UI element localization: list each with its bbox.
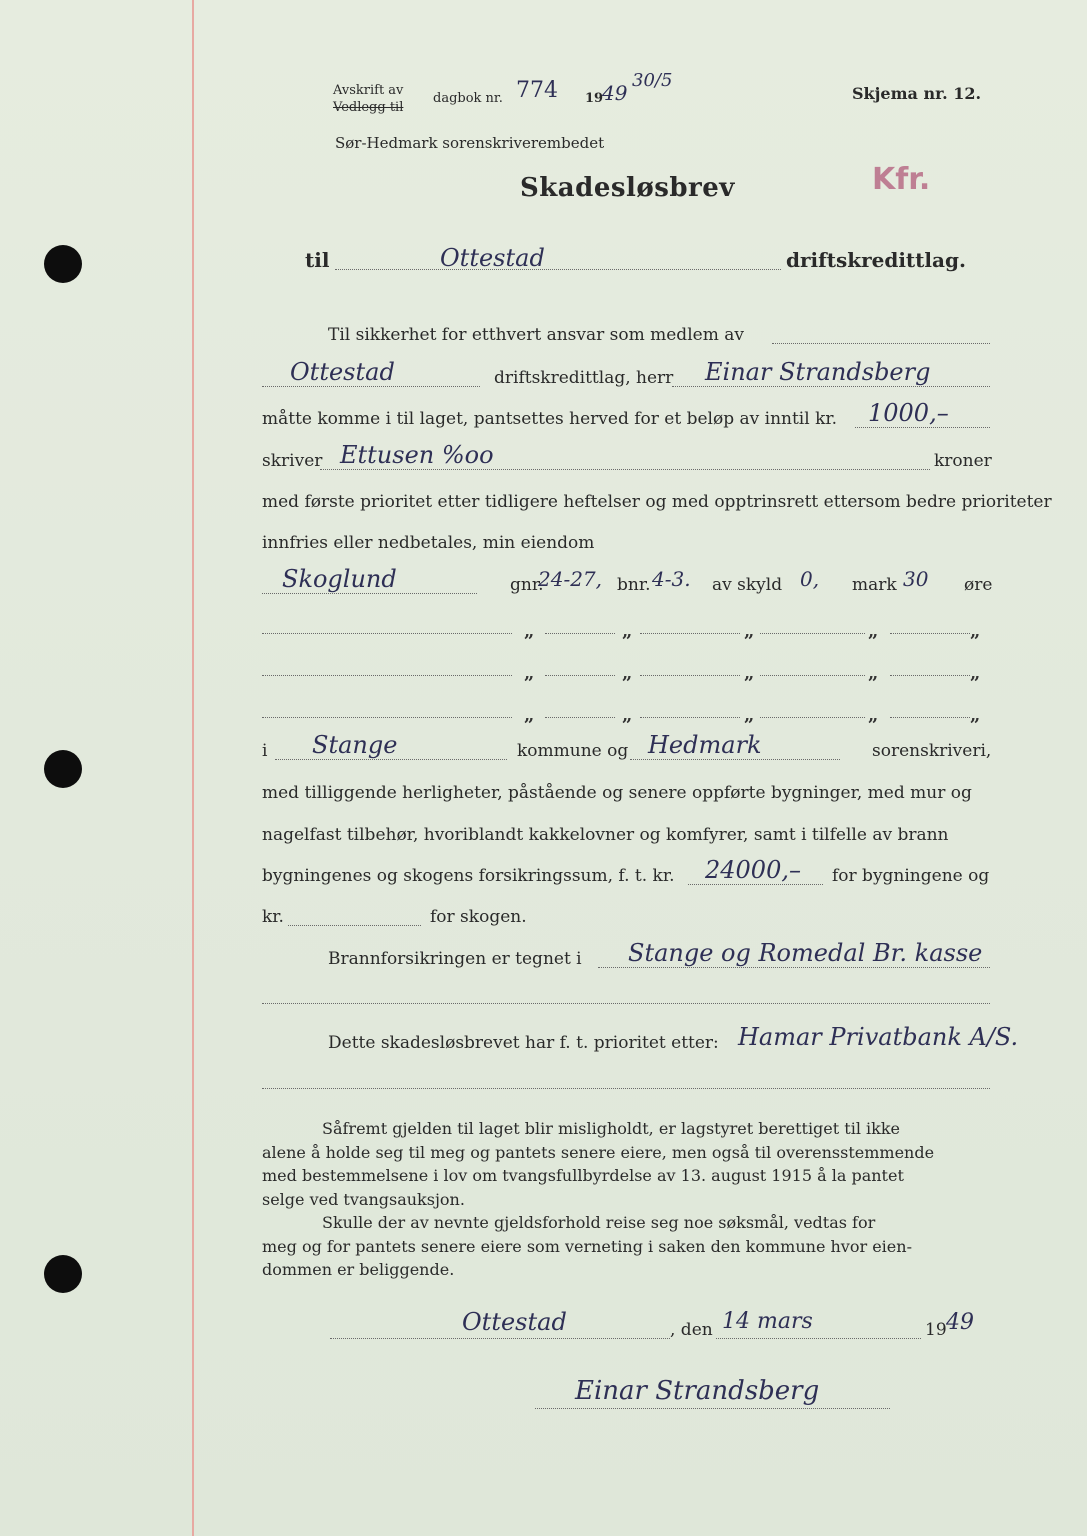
signature-year-prefix: 19 <box>925 1320 947 1340</box>
dotted-line <box>262 1003 990 1004</box>
ditto-mark: „ <box>970 705 981 726</box>
dotted-line <box>890 717 970 718</box>
dotted-line <box>275 759 507 760</box>
recipient-name: Ottestad <box>440 244 545 272</box>
avskrift-label: Avskrift av <box>333 83 404 98</box>
body-line-1: Til sikkerhet for etthvert ansvar som medlem av <box>328 325 744 345</box>
dagbok-year: 49 <box>602 81 628 105</box>
dotted-line <box>640 633 740 634</box>
dotted-line <box>760 633 865 634</box>
dotted-line <box>262 386 480 387</box>
property-name: Skoglund <box>282 565 397 593</box>
dotted-line <box>262 675 512 676</box>
driftskredittlag-label: driftskredittlag. <box>786 248 966 272</box>
ditto-mark: „ <box>970 621 981 642</box>
signature-line <box>535 1408 890 1409</box>
dotted-line <box>772 343 990 344</box>
dotted-line <box>890 675 970 676</box>
legal-paragraph-1 <box>262 1117 994 1211</box>
dotted-line <box>630 759 840 760</box>
vedlegg-label: Vedlegg til <box>333 100 404 115</box>
body-line-b3-suffix: for bygningene og <box>832 866 990 886</box>
ditto-mark: „ <box>744 663 755 684</box>
ditto-mark: „ <box>868 663 879 684</box>
dotted-line <box>262 633 512 634</box>
dotted-line <box>890 633 970 634</box>
dotted-line <box>716 1338 921 1339</box>
ditto-mark: „ <box>744 705 755 726</box>
paragraph-line: meg og for pantets senere eiere som verneting i saken den kommune hvor eien- <box>262 1236 912 1256</box>
brann-value: Stange og Romedal Br. kasse <box>628 939 983 967</box>
dotted-line <box>545 675 615 676</box>
ditto-mark: „ <box>622 663 633 684</box>
office-name: Sør-Hedmark sorenskriverembedet <box>335 134 605 152</box>
til-label: til <box>305 248 330 272</box>
dotted-line <box>672 386 990 387</box>
dotted-line <box>262 1088 990 1089</box>
ditto-mark: „ <box>524 663 535 684</box>
ditto-mark: „ <box>622 621 633 642</box>
body-line-b2: nagelfast tilbehør, hvoriblandt kakkelovner og komfyrer, samt i tilfelle av brann <box>262 825 949 845</box>
dotted-line <box>288 925 421 926</box>
amount-in-words: Ettusen %oo <box>340 441 494 469</box>
gnr-label: gnr. <box>510 575 544 595</box>
skyld-label: av skyld <box>712 575 783 595</box>
dotted-line <box>320 469 930 470</box>
ditto-mark: „ <box>744 621 755 642</box>
ore-label: øre <box>964 575 993 595</box>
year-prefix: 19 <box>585 91 604 106</box>
date-note: 30/5 <box>632 70 673 91</box>
dotted-line <box>640 717 740 718</box>
legal-paragraph-2 <box>262 1211 994 1282</box>
skyld-value: 0, <box>800 567 820 591</box>
i-label: i <box>262 741 268 761</box>
kroner-label: kroner <box>934 451 992 471</box>
skriver-label: skriver <box>262 451 323 471</box>
sorenskriveri-value: Hedmark <box>648 731 762 759</box>
dotted-line <box>640 675 740 676</box>
dotted-line <box>335 269 781 270</box>
dotted-line <box>545 717 615 718</box>
dotted-line <box>855 427 990 428</box>
ditto-mark: „ <box>970 663 981 684</box>
ditto-mark: „ <box>868 621 879 642</box>
signature-year: 49 <box>946 1310 974 1335</box>
dotted-line <box>262 717 512 718</box>
insurance-amount: 24000,– <box>705 856 801 884</box>
sorenskriveri-label: sorenskriveri, <box>872 741 992 761</box>
bnr-label: bnr. <box>617 575 651 595</box>
dotted-line <box>262 593 477 594</box>
dotted-line <box>760 675 865 676</box>
body-line-3: måtte komme i til laget, pantsettes herved for et beløp av inntil kr. <box>262 409 838 429</box>
kfr-stamp: Kfr. <box>872 162 931 197</box>
punch-hole <box>44 1255 82 1293</box>
signature-date: 14 mars <box>722 1309 813 1334</box>
dotted-line <box>330 1338 670 1339</box>
dotted-line <box>688 884 823 885</box>
form-number: Skjema nr. 12. <box>852 84 982 103</box>
kr-label: kr. <box>262 907 284 927</box>
prioritet-value: Hamar Privatbank A/S. <box>738 1023 1019 1051</box>
dagbok-label: dagbok nr. <box>433 91 503 106</box>
paragraph-line: selge ved tvangsauksjon. <box>262 1189 465 1209</box>
mark-value: 30 <box>903 567 929 591</box>
paragraph-line: alene å holde seg til meg og pantets senere eiere, men også til overensstemmende <box>262 1142 935 1162</box>
body-line-6: innfries eller nedbetales, min eiendom <box>262 533 595 553</box>
ditto-mark: „ <box>622 705 633 726</box>
brann-label: Brannforsikringen er tegnet i <box>328 949 582 969</box>
punch-hole <box>44 245 82 283</box>
body-line-b3: bygningenes og skogens forsikringssum, f. t. kr. <box>262 866 675 886</box>
ditto-mark: „ <box>524 705 535 726</box>
pledge-amount: 1000,– <box>868 399 949 427</box>
punch-hole <box>44 750 82 788</box>
body-line-5: med første prioritet etter tidligere heftelser og med opptrinsrett ettersom bedre prioriteter <box>262 492 1052 512</box>
paragraph-line: med bestemmelsene i lov om tvangsfullbyrdelse av 13. august 1915 å la pantet <box>262 1166 904 1185</box>
kommune-label: kommune og <box>517 741 629 761</box>
member-name: Einar Strandsberg <box>705 358 931 386</box>
dotted-line <box>760 717 865 718</box>
kommune-value: Stange <box>312 731 398 759</box>
dagbok-number: 774 <box>516 78 558 103</box>
ditto-mark: „ <box>868 705 879 726</box>
member-place: Ottestad <box>290 358 395 386</box>
document-title: Skadesløsbrev <box>520 173 735 203</box>
bnr-value: 4-3. <box>652 567 691 591</box>
mark-label: mark <box>852 575 897 595</box>
red-margin-line <box>192 0 194 1536</box>
prioritet-label: Dette skadesløsbrevet har f. t. prioritet etter: <box>328 1033 719 1053</box>
paragraph-line: Såfremt gjelden til laget blir misligholdt, er lagstyret berettiget til ikke <box>322 1119 901 1138</box>
for-skogen-label: for skogen. <box>430 907 527 927</box>
dotted-line <box>545 633 615 634</box>
body-line-b1: med tilliggende herligheter, påstående og senere oppførte bygninger, med mur og <box>262 783 972 803</box>
dotted-line <box>598 967 990 968</box>
gnr-value: 24-27, <box>538 567 603 591</box>
den-label: , den <box>670 1320 713 1340</box>
body-line-2: driftskredittlag, herr <box>494 368 674 388</box>
ditto-mark: „ <box>524 621 535 642</box>
paragraph-line: dommen er beliggende. <box>262 1260 455 1279</box>
paragraph-line: Skulle der av nevnte gjeldsforhold reise seg noe søksmål, vedtas for <box>322 1213 876 1232</box>
signature-place: Ottestad <box>462 1308 567 1336</box>
signature-name: Einar Strandsberg <box>575 1376 820 1406</box>
